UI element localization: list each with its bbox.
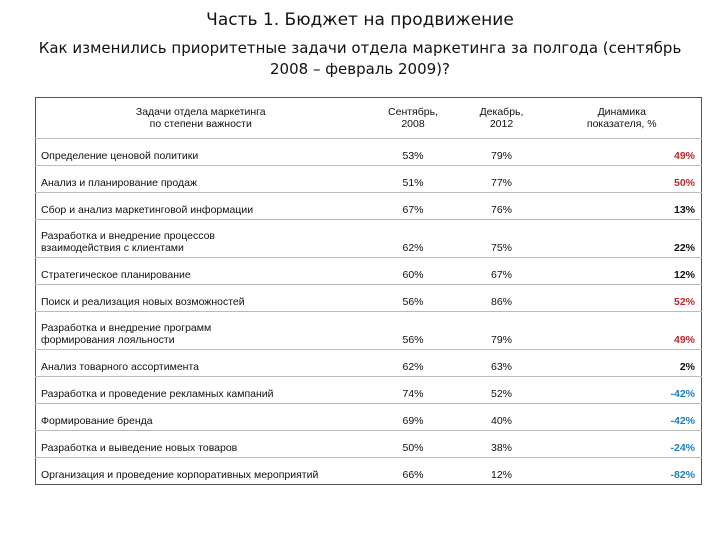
december-value: 86% (461, 285, 543, 312)
priorities-table (35, 97, 702, 485)
september-value: 51% (366, 166, 461, 193)
table-row (36, 166, 702, 193)
dynamics-value: -42% (543, 377, 702, 404)
dynamics-value: 12% (543, 258, 702, 285)
table-row (36, 350, 702, 377)
task-cell (36, 193, 366, 220)
task-cell (36, 258, 366, 285)
september-value: 60% (366, 258, 461, 285)
december-value: 40% (461, 404, 543, 431)
page-subtitle (20, 38, 700, 80)
task-cell (36, 166, 366, 193)
september-value: 74% (366, 377, 461, 404)
task-label-line-1: Стратегическое планирование (41, 269, 191, 281)
september-value: 67% (366, 193, 461, 220)
task-cell (36, 377, 366, 404)
dynamics-value: 49% (543, 139, 702, 166)
december-value: 79% (461, 312, 543, 350)
page-title: Часть 1. Бюджет на продвижение (206, 10, 514, 30)
dynamics-value: -24% (543, 431, 702, 458)
dynamics-value: 50% (543, 166, 702, 193)
december-value: 38% (461, 431, 543, 458)
task-cell (36, 350, 366, 377)
task-label-line-1: Поиск и реализация новых возможностей (41, 296, 245, 308)
task-label-line-1: Анализ и планирование продаж (41, 177, 197, 189)
task-label-line-2: взаимодействия с клиентами (41, 242, 184, 254)
dynamics-value: 2% (543, 350, 702, 377)
task-label-line-1: Формирование бренда (41, 415, 153, 427)
september-value: 56% (366, 285, 461, 312)
december-value: 75% (461, 220, 543, 258)
column-header-september: Сентябрь, 2008 (388, 106, 438, 130)
table-row (36, 139, 702, 166)
december-value: 67% (461, 258, 543, 285)
task-cell (36, 458, 366, 485)
september-value: 53% (366, 139, 461, 166)
task-cell (36, 404, 366, 431)
task-label-line-1: Сбор и анализ маркетинговой информации (41, 204, 254, 216)
september-value: 62% (366, 350, 461, 377)
column-header-december: Декабрь, 2012 (479, 106, 524, 130)
dynamics-value: 13% (543, 193, 702, 220)
table-row (36, 285, 702, 312)
column-header-dynamics: Динамика показателя, % (586, 106, 657, 130)
table-row (36, 458, 702, 485)
table-row (36, 377, 702, 404)
dynamics-value: 22% (543, 220, 702, 258)
column-header-task: Задачи отдела маркетинга по степени важности (135, 106, 266, 130)
task-cell (36, 285, 366, 312)
task-cell (36, 431, 366, 458)
december-value: 63% (461, 350, 543, 377)
task-label-line-1: Разработка и проведение рекламных кампаний (41, 388, 274, 400)
task-label-line-1: Организация и проведение корпоративных мероприятий (41, 469, 319, 481)
subtitle-line-2: 2008 – февраль 2009)? (270, 60, 450, 78)
september-value: 56% (366, 312, 461, 350)
table-row (36, 193, 702, 220)
task-label-line-1: Разработка и внедрение программ (41, 322, 212, 334)
task-label-line-1: Определение ценовой политики (41, 150, 199, 162)
task-label-line-1: Разработка и внедрение процессов (41, 230, 216, 242)
table-row (36, 431, 702, 458)
task-label-line-1: Анализ товарного ассортимента (41, 361, 199, 373)
december-value: 79% (461, 139, 543, 166)
task-label-line-2: формирования лояльности (41, 334, 175, 346)
december-value: 77% (461, 166, 543, 193)
september-value: 69% (366, 404, 461, 431)
december-value: 52% (461, 377, 543, 404)
table-header-row (36, 98, 702, 139)
september-value: 62% (366, 220, 461, 258)
table-row (36, 220, 702, 258)
dynamics-value: -82% (543, 458, 702, 485)
dynamics-value: -42% (543, 404, 702, 431)
september-value: 66% (366, 458, 461, 485)
december-value: 76% (461, 193, 543, 220)
task-cell (36, 312, 366, 350)
dynamics-value: 49% (543, 312, 702, 350)
september-value: 50% (366, 431, 461, 458)
table-row (36, 258, 702, 285)
dynamics-value: 52% (543, 285, 702, 312)
subtitle-line-1: Как изменились приоритетные задачи отдела маркетинга за полгода (сентябрь (38, 39, 682, 57)
task-cell (36, 220, 366, 258)
december-value: 12% (461, 458, 543, 485)
task-label-line-1: Разработка и выведение новых товаров (41, 442, 238, 454)
table-row (36, 312, 702, 350)
task-cell (36, 139, 366, 166)
table-row (36, 404, 702, 431)
